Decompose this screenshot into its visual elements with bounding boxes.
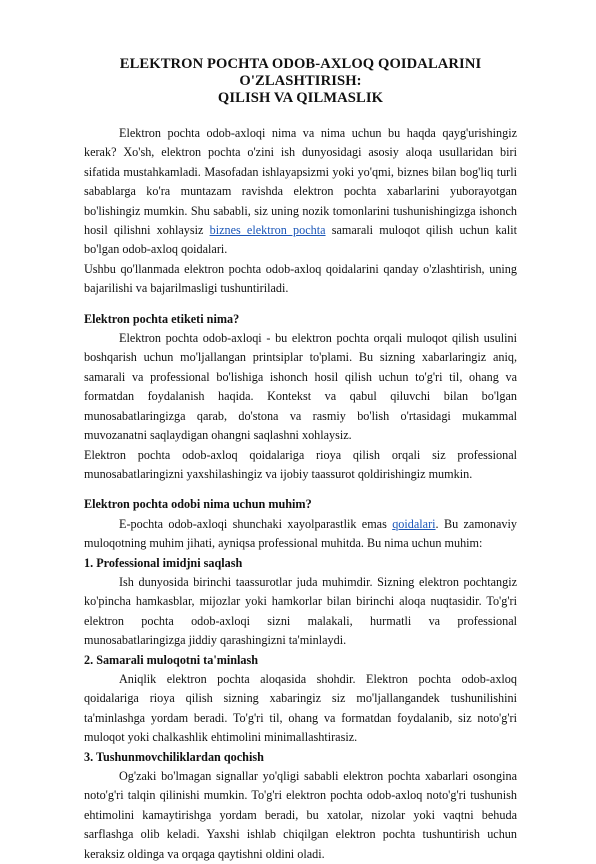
rules-link[interactable]: qoidalari bbox=[392, 516, 436, 531]
intro-paragraph-1 bbox=[84, 124, 517, 260]
point-heading-avoid-misunderstandings: 3. Tushunmovchiliklardan qochish bbox=[84, 749, 264, 764]
intro-paragraph-2: Ushbu qo'llanmada elektron pochta odob-axloq qoidalarini qanday o'zlashtirish, uning bajarilishi va bajarilmasligi tushuntiriladi. bbox=[84, 261, 517, 296]
spacer bbox=[84, 484, 517, 495]
point-text-effective-communication: Aniqlik elektron pochta aloqasida shohdir. Elektron pochta odob-axloq qoidalariga rioya qilish sizning xabaringiz siz mo'ljallangandek tushunilishini ta'minlashga yordam beradi. To'g'ri til, ohang va formatdan foydalanib, siz noto'g'ri muloqot yoki chalkashlik ehtimolini minimallashtirasiz. bbox=[84, 671, 517, 745]
document-title bbox=[84, 56, 517, 107]
point-text-professional-image: Ish dunyosida birinchi taassurotlar juda muhimdir. Sizning elektron pochtangiz ko'pincha hamkasblar, mijozlar yoki hamkorlar bilan birinchi aloqa nuqtasidir. To'g'ri elektron pochta odob-axloqi sizni malakali, hurmatli va professional munosabatlaringizga jiddiy qarashingizni ta'minlaydi. bbox=[84, 574, 517, 648]
section2-paragraph-1 bbox=[84, 515, 517, 554]
point-text-avoid-misunderstandings: Og'zaki bo'lmagan signallar yo'qligi sababli elektron pochta xabarlari osongina noto'g'ri talqin qilinishi mumkin. To'g'ri elektron pochta odob-axloq noto'g'ri tushunish ehtimolini kamaytirishga yordam beradi, bu xatolar, nizolar yoki vaqtni behuda sarflashga olib keladi. Yaxshi ishlab chiqilgan elektron pochta tushuntirish uchun keraksiz oldinga va orqaga qaytishni oldini oladi. bbox=[84, 769, 517, 861]
point-heading-effective-communication: 2. Samarali muloqotni ta'minlash bbox=[84, 652, 259, 667]
point-heading-professional-image: 1. Professional imidjni saqlash bbox=[84, 555, 243, 570]
section2-text-before-link: E-pochta odob-axloqi shunchaki xayolparastlik emas bbox=[119, 516, 393, 531]
section-heading-why-important: Elektron pochta odobi nima uchun muhim? bbox=[84, 497, 312, 512]
title-line-2: QILISH VA QILMASLIK bbox=[217, 90, 384, 106]
spacer bbox=[84, 299, 517, 310]
intro-text-before-link: Elektron pochta odob-axloqi nima va nima uchun bu haqda qayg'urishingiz kerak? Xo'sh, elektron pochta o'zini ish dunyosidagi asosiy aloqa usullaridan biri sifatida mustahkamladi. Masofadan ishlayapsizmi yoki yo'qmi, biznes bilan bog'liq turli sabablarga ko'ra muntazam ravishda elektron pochta xabarlarini yuborayotgan bo'lishingiz mumkin. Shu sababli, siz uning nozik tomonlarini tushunishingizga ishonch hosil qilishni xohlaysiz bbox=[84, 126, 517, 238]
section1-paragraph-2: Elektron pochta odob-axloq qoidalariga rioya qilish orqali siz professional munosabatlaringizni yaxshilashingiz va ijobiy taassurot qoldirishingiz mumkin. bbox=[84, 447, 517, 481]
section1-paragraph-1: Elektron pochta odob-axloqi - bu elektron pochta orqali muloqot qilish usulini boshqarish uchun mo'ljallangan printsiplar to'plami. Bu sizning xabarlaringiz aniq, samarali va professional bo'lishiga ishonch hosil qilish uchun to'g'ri til, ohang va formatdan foydalanish haqida. Kontekst va qabul qiluvchi bilan bo'lgan munosabatlaringizga qarab, do'stona va rasmiy bo'lish o'rtasidagi mukammal muvozanatni saqlaydigan ohangni saqlashni xohlaysiz. bbox=[84, 331, 517, 443]
business-email-link[interactable]: biznes elektron pochta bbox=[209, 223, 326, 238]
title-line-1: ELEKTRON POCHTA ODOB-AXLOQ QOIDALARINI O'ZLASHTIRISH: bbox=[119, 56, 482, 89]
intro-text-after-link: samarali muloqot qilish uchun kalit bo'lgan odob-axloq qoidalari. bbox=[84, 223, 517, 257]
section2-text-after-link: . Bu zamonaviy muloqotning muhim jihati, ayniqsa professional muhitda. Bu nima uchun muhim: bbox=[84, 516, 517, 551]
section-heading-email-etiquette: Elektron pochta etiketi nima? bbox=[84, 311, 240, 326]
